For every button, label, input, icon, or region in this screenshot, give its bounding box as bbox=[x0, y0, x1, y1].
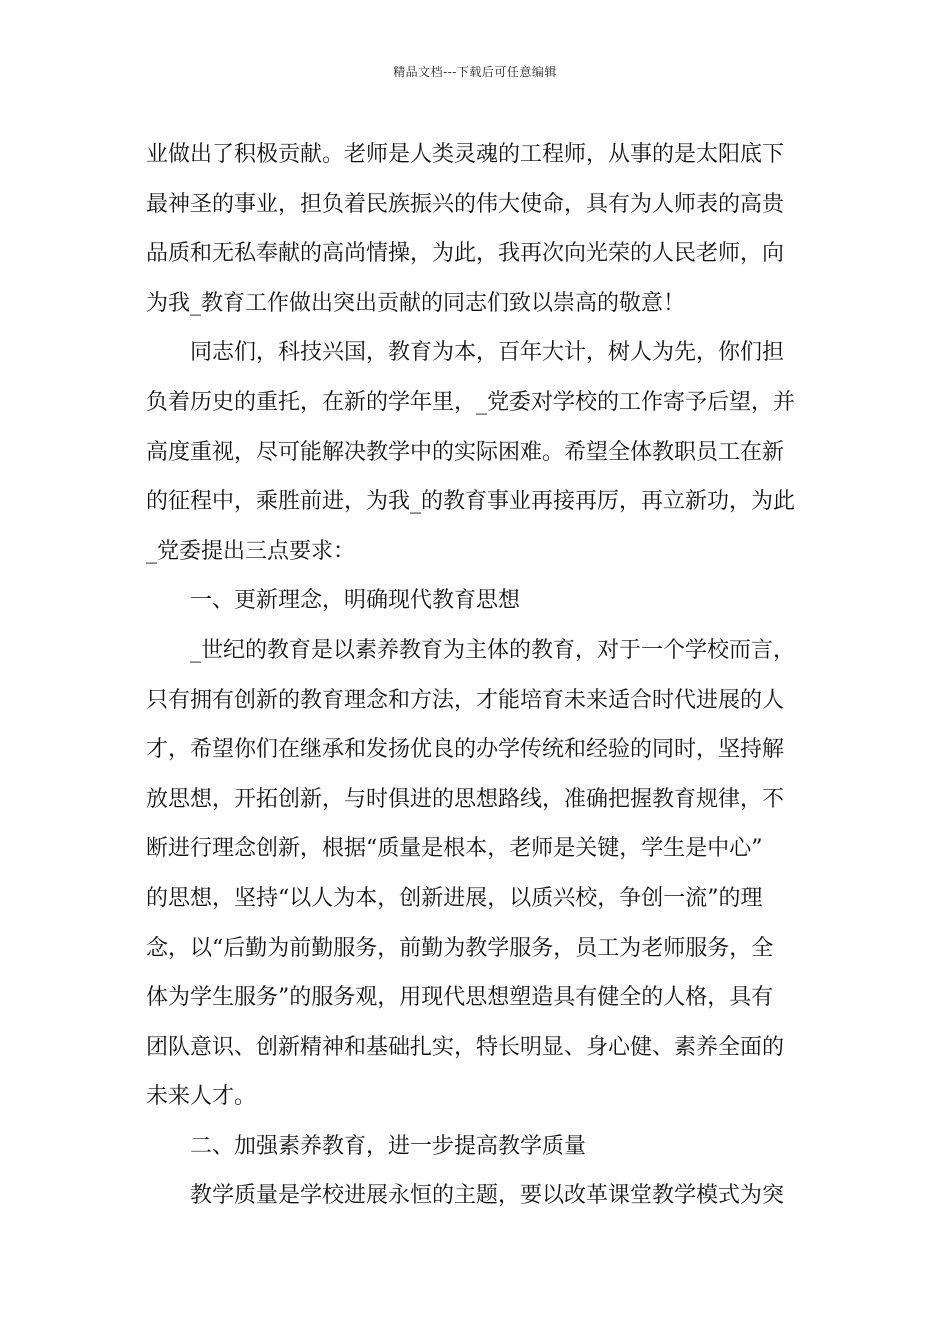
text-line: 最神圣的事业，担负着民族振兴的伟大使命，具有为人师表的高贵 bbox=[146, 191, 785, 217]
text-line: 高度重视，尽可能解决教学中的实际困难。希望全体教职员工在新 bbox=[146, 439, 785, 465]
text-line: 放思想，开拓创新，与时俱进的思想路线，准确把握教育规律，不 bbox=[146, 786, 785, 812]
text-line: 未来人才。 bbox=[146, 1084, 257, 1110]
text-line: 只有拥有创新的教育理念和方法，才能培育未来适合时代进展的人 bbox=[146, 687, 785, 713]
text-line: 一、更新理念，明确现代教育思想 bbox=[190, 588, 521, 614]
text-line: 教学质量是学校进展永恒的主题，要以改革课堂教学模式为突 bbox=[190, 1183, 785, 1209]
text-line: 体为学生服务”的服务观，用现代思想塑造具有健全的人格，具有 bbox=[146, 985, 774, 1011]
document-body bbox=[146, 130, 806, 1221]
text-line: 为我_教育工作做出突出贡献的同志们致以崇高的敬意！ bbox=[146, 290, 686, 316]
text-line: 团队意识、创新精神和基础扎实，特长明显、身心健、素养全面的 bbox=[146, 1034, 785, 1060]
text-line: 业做出了积极贡献。老师是人类灵魂的工程师，从事的是太阳底下 bbox=[146, 142, 785, 167]
text-line: 断进行理念创新，根据“质量是根本，老师是关键，学生是中心” bbox=[146, 836, 763, 862]
text-line: 才，希望你们在继承和发扬优良的办学传统和经验的同时，坚持解 bbox=[146, 737, 785, 763]
text-line: 二、加强素养教育，进一步提高教学质量 bbox=[190, 1133, 587, 1159]
text-line: 负着历史的重托，在新的学年里，_党委对学校的工作寄予后望，并 bbox=[146, 389, 796, 415]
text-line: 念，以“后勤为前勤服务，前勤为教学服务，员工为老师服务，全 bbox=[146, 935, 774, 961]
text-line: 的征程中，乘胜前进，为我_的教育事业再接再厉，再立新功，为此 bbox=[146, 489, 796, 515]
text-line: 同志们，科技兴国，教育为本，百年大计，树人为先，你们担 bbox=[190, 340, 785, 366]
page-header: 精品文档---下载后可任意编辑 bbox=[393, 65, 557, 79]
text-line: 品质和无私奉献的高尚情操，为此，我再次向光荣的人民老师，向 bbox=[146, 241, 785, 267]
text-line: _党委提出三点要求： bbox=[146, 538, 356, 564]
text-line: _世纪的教育是以素养教育为主体的教育，对于一个学校而言， bbox=[190, 637, 796, 663]
text-line: 的思想，坚持“以人为本，创新进展，以质兴校，争创一流”的理 bbox=[146, 885, 763, 911]
